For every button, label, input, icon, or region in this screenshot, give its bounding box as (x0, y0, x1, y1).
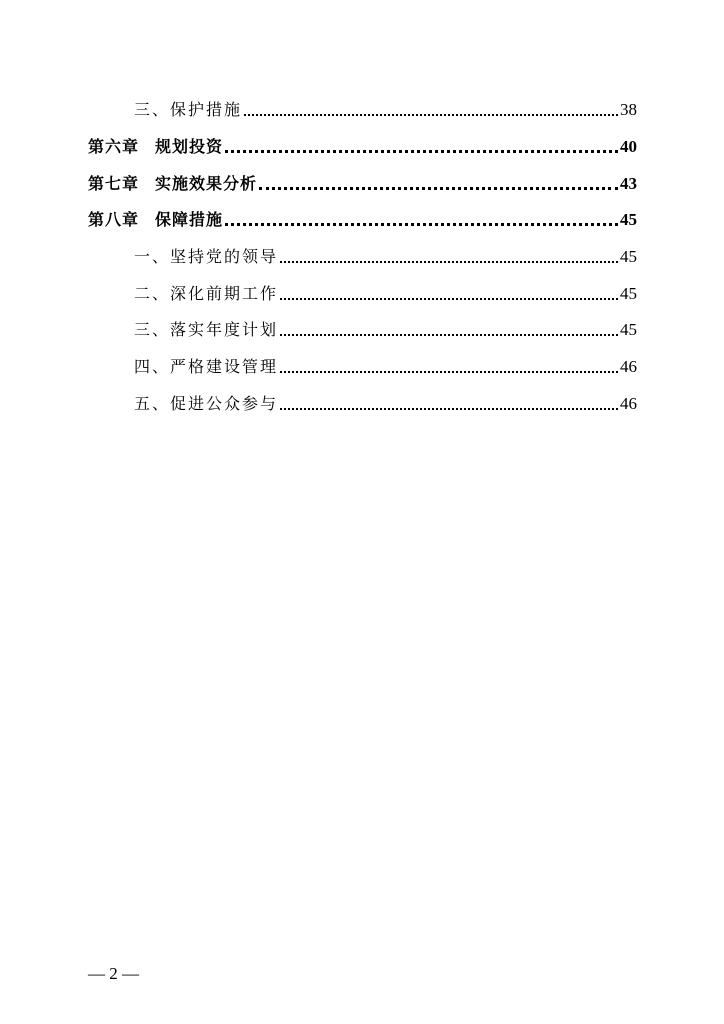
dot-leader (280, 371, 618, 373)
toc-entry-title: 保障措施 (155, 210, 224, 229)
toc-entry-section[interactable] (134, 316, 637, 340)
chapter-number: 第七章 (88, 174, 140, 193)
dot-leader (225, 223, 618, 226)
toc-entry-title: 一、坚持党的领导 (134, 247, 279, 266)
toc-entry-title: 三、保护措施 (134, 100, 243, 119)
toc-entry-title: 规划投资 (155, 137, 224, 156)
toc-entry-title: 三、落实年度计划 (134, 320, 279, 339)
toc-page-number: 43 (620, 174, 637, 193)
toc-entry-chapter[interactable] (88, 170, 637, 194)
chapter-number: 第八章 (88, 210, 140, 229)
toc-entry-chapter[interactable] (88, 133, 637, 157)
page-number-footer: — 2 — (88, 964, 139, 983)
dot-leader (280, 408, 618, 410)
dot-leader (225, 150, 618, 153)
toc-page-number: 45 (620, 284, 637, 303)
toc-page-number: 38 (620, 100, 637, 119)
toc-entry-section[interactable] (134, 390, 637, 414)
toc-page-number: 46 (620, 357, 637, 376)
toc-entry-title: 实施效果分析 (155, 174, 258, 193)
dot-leader (280, 298, 618, 300)
toc-entry-section[interactable] (134, 243, 637, 267)
toc-entry-title: 二、深化前期工作 (134, 284, 279, 303)
toc-page-number: 45 (620, 210, 637, 229)
dot-leader (280, 261, 618, 263)
toc-entry-section[interactable] (134, 96, 637, 120)
toc-page-number: 46 (620, 394, 637, 413)
dot-leader (280, 334, 618, 336)
toc-entry-title: 五、促进公众参与 (134, 394, 279, 413)
chapter-number: 第六章 (88, 137, 140, 156)
toc-entry-section[interactable] (134, 353, 637, 377)
dot-leader (244, 114, 618, 116)
toc-page-number: 40 (620, 137, 637, 156)
toc-page-number: 45 (620, 320, 637, 339)
dot-leader (259, 187, 618, 190)
toc-entry-chapter[interactable] (88, 206, 637, 230)
toc-entry-title: 四、严格建设管理 (134, 357, 279, 376)
toc-page-number: 45 (620, 247, 637, 266)
toc-entry-section[interactable] (134, 280, 637, 304)
